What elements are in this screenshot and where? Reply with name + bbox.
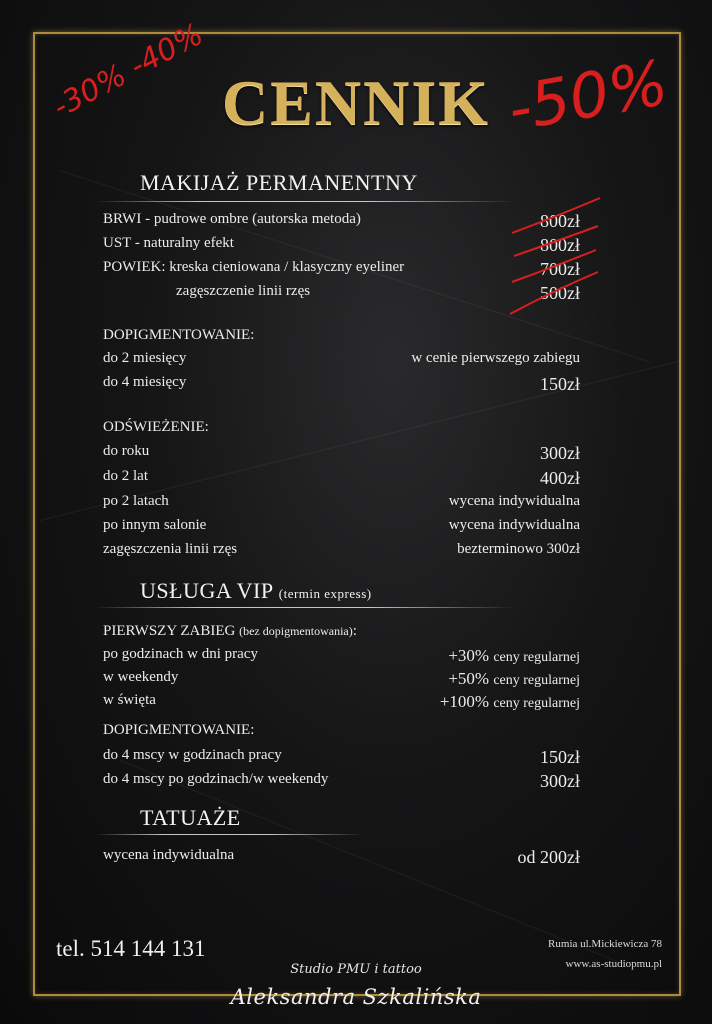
section-divider — [95, 834, 365, 835]
price-row — [103, 847, 580, 869]
pct-suffix: ceny regularnej — [493, 696, 580, 711]
website: www.as-studiopmu.pl — [565, 958, 662, 970]
left-discount-text: -30% -40% — [47, 16, 210, 126]
section-divider — [95, 607, 515, 608]
subsection-heading — [103, 419, 580, 441]
item-label: w święta — [103, 692, 156, 708]
refresh-heading: ODŚWIEŻENIE: — [103, 419, 209, 435]
item-price: 700zł — [540, 259, 580, 279]
item-label: do 4 mscy po godzinach/w weekendy — [103, 771, 329, 787]
item-price: w cenie pierwszego zabiegu — [411, 350, 580, 366]
section-divider — [95, 201, 515, 202]
item-label: do 2 miesięcy — [103, 350, 187, 366]
price-row — [103, 493, 580, 515]
studio-name: Studio PMU i tattoo — [290, 962, 422, 977]
item-price — [440, 692, 580, 712]
price-row — [103, 350, 580, 372]
item-price: 300zł — [540, 443, 580, 463]
item-label: BRWI - pudrowe ombre (autorska metoda) — [103, 211, 361, 227]
item-price — [448, 646, 580, 666]
pct: +100% — [439, 692, 490, 711]
item-label: do roku — [103, 443, 150, 459]
item-label: UST - naturalny efekt — [103, 235, 234, 251]
price-row — [103, 541, 580, 563]
item-price — [448, 669, 580, 689]
item-price: 150zł — [540, 747, 580, 767]
pct: +30% — [448, 646, 490, 665]
price-row — [103, 747, 580, 769]
price-row — [103, 669, 580, 691]
item-price: wycena indywidualna — [448, 517, 580, 533]
first-treatment-heading — [103, 623, 357, 640]
address: Rumia ul.Mickiewicza 78 — [548, 938, 662, 950]
item-price: 400zł — [540, 468, 580, 488]
item-price: 800zł — [540, 235, 580, 255]
price-row — [103, 374, 580, 396]
pct-suffix: ceny regularnej — [493, 650, 580, 665]
price-row — [103, 235, 580, 257]
first-heading-colon: : — [352, 623, 357, 639]
price-row — [103, 259, 580, 281]
price-row — [103, 646, 580, 668]
price-row — [103, 468, 580, 490]
subsection-heading — [103, 623, 580, 645]
item-price: od 200zł — [517, 847, 580, 867]
item-price: bezterminowo 300zł — [457, 541, 580, 557]
item-label: po innym salonie — [103, 517, 207, 533]
item-label: do 4 mscy w godzinach pracy — [103, 747, 282, 763]
item-label: do 2 lat — [103, 468, 148, 484]
price-row — [103, 211, 580, 233]
subsection-heading — [103, 327, 580, 349]
price-row — [103, 283, 580, 305]
item-label: po godzinach w dni pracy — [103, 646, 258, 662]
price-row — [103, 692, 580, 714]
item-label: po 2 latach — [103, 493, 169, 509]
pct-suffix: ceny regularnej — [493, 673, 580, 688]
dopig-heading: DOPIGMENTOWANIE: — [103, 327, 255, 343]
section-heading-vip — [140, 578, 372, 604]
item-label: POWIEK: kreska cieniowana / klasyczny eyeliner — [103, 259, 405, 275]
item-label: zagęszczenie linii rzęs — [176, 283, 311, 299]
first-heading-note: (bez dopigmentowania) — [239, 624, 353, 638]
section-heading-tattoo: TATUAŻE — [140, 805, 241, 830]
phone-number: tel. 514 144 131 — [56, 936, 206, 961]
item-price: wycena indywidualna — [448, 493, 580, 509]
item-label: do 4 miesięcy — [103, 374, 187, 390]
item-price: 500zł — [540, 283, 580, 303]
first-heading-text: PIERWSZY ZABIEG — [103, 623, 236, 639]
vip-title: USŁUGA VIP — [140, 578, 273, 603]
price-row — [103, 443, 580, 465]
signature: Aleksandra Szkalińska — [230, 985, 482, 1009]
vip-note: (termin express) — [278, 586, 372, 601]
right-discount-text: -50% — [502, 45, 673, 146]
subsection-heading — [103, 722, 580, 744]
price-row — [103, 771, 580, 793]
pct: +50% — [448, 669, 490, 688]
price-row — [103, 517, 580, 539]
vip-dopig-heading: DOPIGMENTOWANIE: — [103, 722, 255, 738]
item-label: wycena indywidualna — [103, 847, 235, 863]
section-heading-pmu: MAKIJAŻ PERMANENTNY — [140, 170, 418, 195]
item-price: 150zł — [540, 374, 580, 394]
item-label: zagęszczenia linii rzęs — [103, 541, 238, 557]
item-price: 800zł — [540, 211, 580, 231]
item-label: w weekendy — [103, 669, 179, 685]
page-title: CENNIK — [221, 67, 491, 138]
item-price: 300zł — [540, 771, 580, 791]
